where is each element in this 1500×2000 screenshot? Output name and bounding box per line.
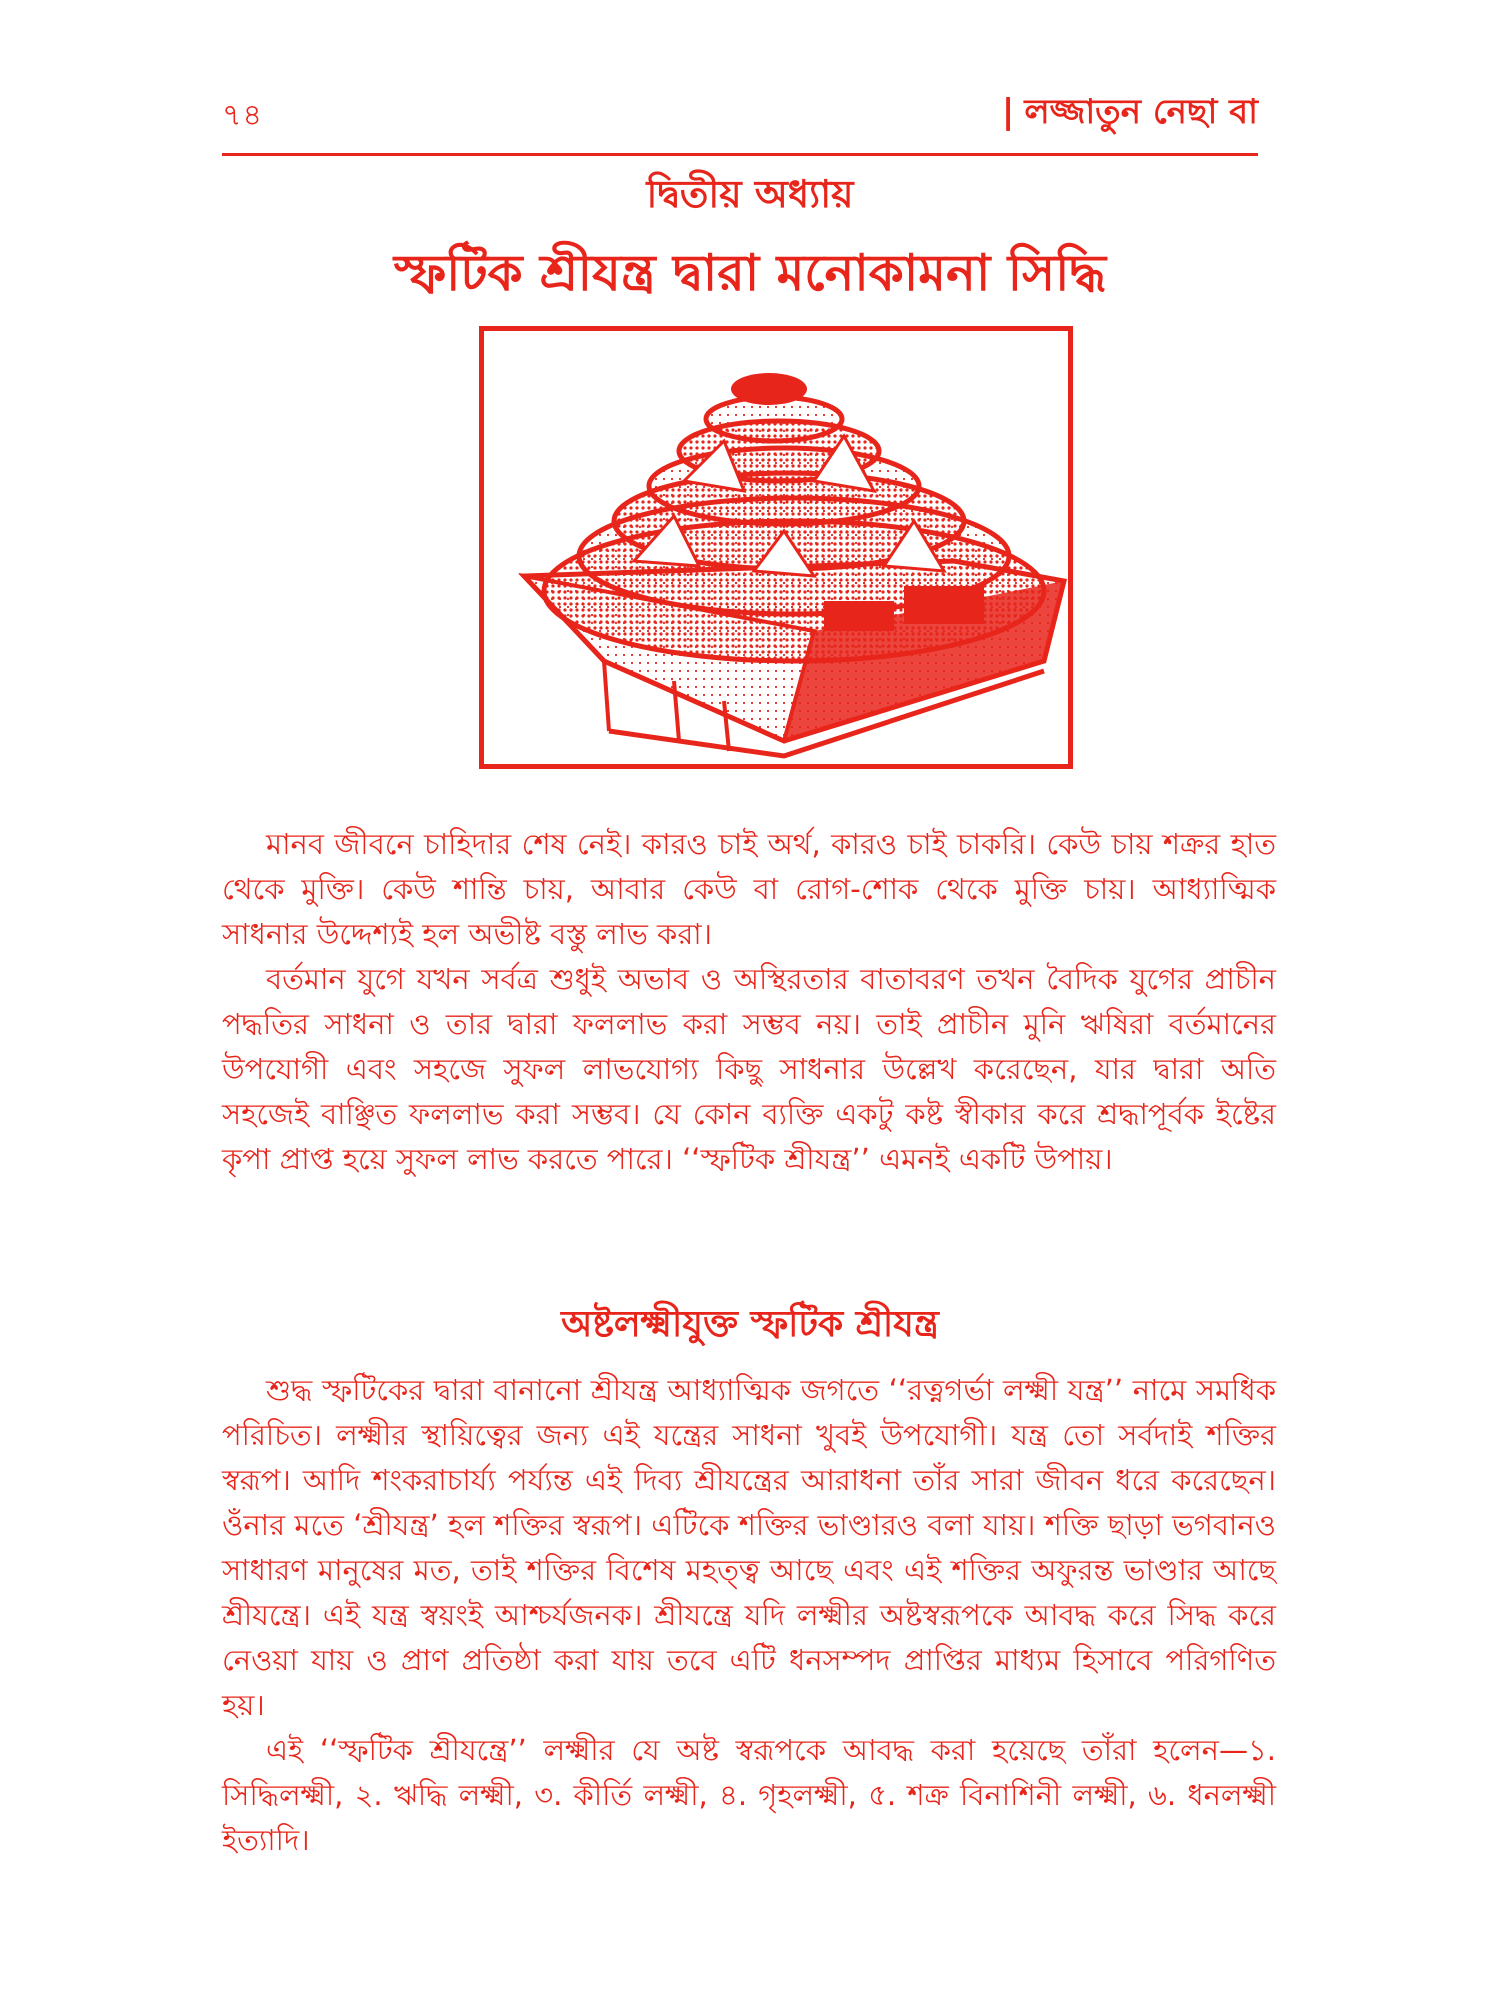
section-text — [222, 1368, 1276, 1863]
paragraph: শুদ্ধ স্ফটিকের দ্বারা বানানো শ্রীযন্ত্র আধ্যাত্মিক জগতে ‘‘রত্নগর্ভা লক্ষ্মী যন্ত্র’’ নামে সমধিক পরিচিত। লক্ষ্মীর স্থায়িত্বের জন্য এই যন্ত্রের সাধনা খুবই উপযোগী। যন্ত্র তো সর্বদাই শক্তির স্বরূপ। আদি শংকরাচার্য্য পর্য্যন্ত এই দিব্য শ্রীযন্ত্রের আরাধনা তাঁর সারা জীবন ধরে করেছেন। ওঁনার মতে ‘শ্রীযন্ত্র’ হল শক্তির স্বরূপ। এটিকে শক্তির ভাণ্ডারও বলা যায়। শক্তি ছাড়া ভগবানও সাধারণ মানুষের মত, তাই শক্তির বিশেষ মহত্ত্ব আছে এবং এই শক্তির অফুরন্ত ভাণ্ডার আছে শ্রীযন্ত্রে। এই যন্ত্র স্বয়ংই আশ্চর্যজনক। শ্রীযন্ত্রে যদি লক্ষ্মীর অষ্টস্বরূপকে আবদ্ধ করে সিদ্ধ করে নেওয়া যায় ও প্রাণ প্রতিষ্ঠা করা যায় তবে এটি ধনসম্পদ প্রাপ্তির মাধ্যম হিসাবে পরিগণিত হয়। — [222, 1373, 1276, 1722]
header-rule — [222, 153, 1258, 156]
paragraph: এই ‘‘স্ফটিক শ্রীযন্ত্রে’’ লক্ষ্মীর যে অষ্ট স্বরূপকে আবদ্ধ করা হয়েছে তাঁরা হলেন—১. সিদ্ধিলক্ষ্মী, ২. ঋদ্ধি লক্ষ্মী, ৩. কীর্তি লক্ষ্মী, ৪. গৃহলক্ষ্মী, ৫. শক্র বিনাশিনী লক্ষ্মী, ৬. ধনলক্ষ্মী ইত্যাদি। — [222, 1733, 1276, 1857]
chapter-label: দ্বিতীয় অধ্যায় — [646, 172, 854, 216]
page-number: ৭৪ — [222, 98, 263, 133]
sri-yantra-crystal-icon — [484, 331, 1068, 764]
chapter-title: স্ফটিক শ্রীযন্ত্র দ্বারা মনোকামনা সিদ্ধি — [393, 244, 1107, 302]
running-head-title: লজ্জাতুন নেছা বা — [1024, 92, 1258, 132]
section-heading: অষ্টলক্ষ্মীযুক্ত স্ফটিক শ্রীযন্ত্র — [561, 1304, 939, 1345]
paragraph: বর্তমান যুগে যখন সর্বত্র শুধুই অভাব ও অস্থিরতার বাতাবরণ তখন বৈদিক যুগের প্রাচীন পদ্ধতির সাধনা ও তার দ্বারা ফললাভ করা সম্ভব নয়। তাই প্রাচীন মুনি ঋষিরা বর্তমানের উপযোগী এবং সহজে সুফল লাভযোগ্য কিছু সাধনার উল্লেখ করেছেন, যার দ্বারা অতি সহজেই বাঞ্ছিত ফললাভ করা সম্ভব। যে কোন ব্যক্তি একটু কষ্ট স্বীকার করে শ্রদ্ধাপূর্বক ইষ্টের কৃপা প্রাপ্ত হয়ে সুফল লাভ করতে পারে। ‘‘স্ফটিক শ্রীযন্ত্র’’ এমনই একটি উপায়। — [222, 962, 1276, 1176]
sri-yantra-figure — [479, 326, 1073, 769]
running-head — [1002, 90, 1258, 134]
running-head-divider: | — [1001, 92, 1015, 132]
intro-text — [222, 822, 1276, 1182]
paragraph: মানব জীবনে চাহিদার শেষ নেই। কারও চাই অর্থ, কারও চাই চাকরি। কেউ চায় শক্রর হাত থেকে মুক্তি। কেউ শান্তি চায়, আবার কেউ বা রোগ-শোক থেকে মুক্তি চায়। আধ্যাত্মিক সাধনার উদ্দেশ্যই হল অভীষ্ট বস্তু লাভ করা। — [222, 827, 1276, 951]
